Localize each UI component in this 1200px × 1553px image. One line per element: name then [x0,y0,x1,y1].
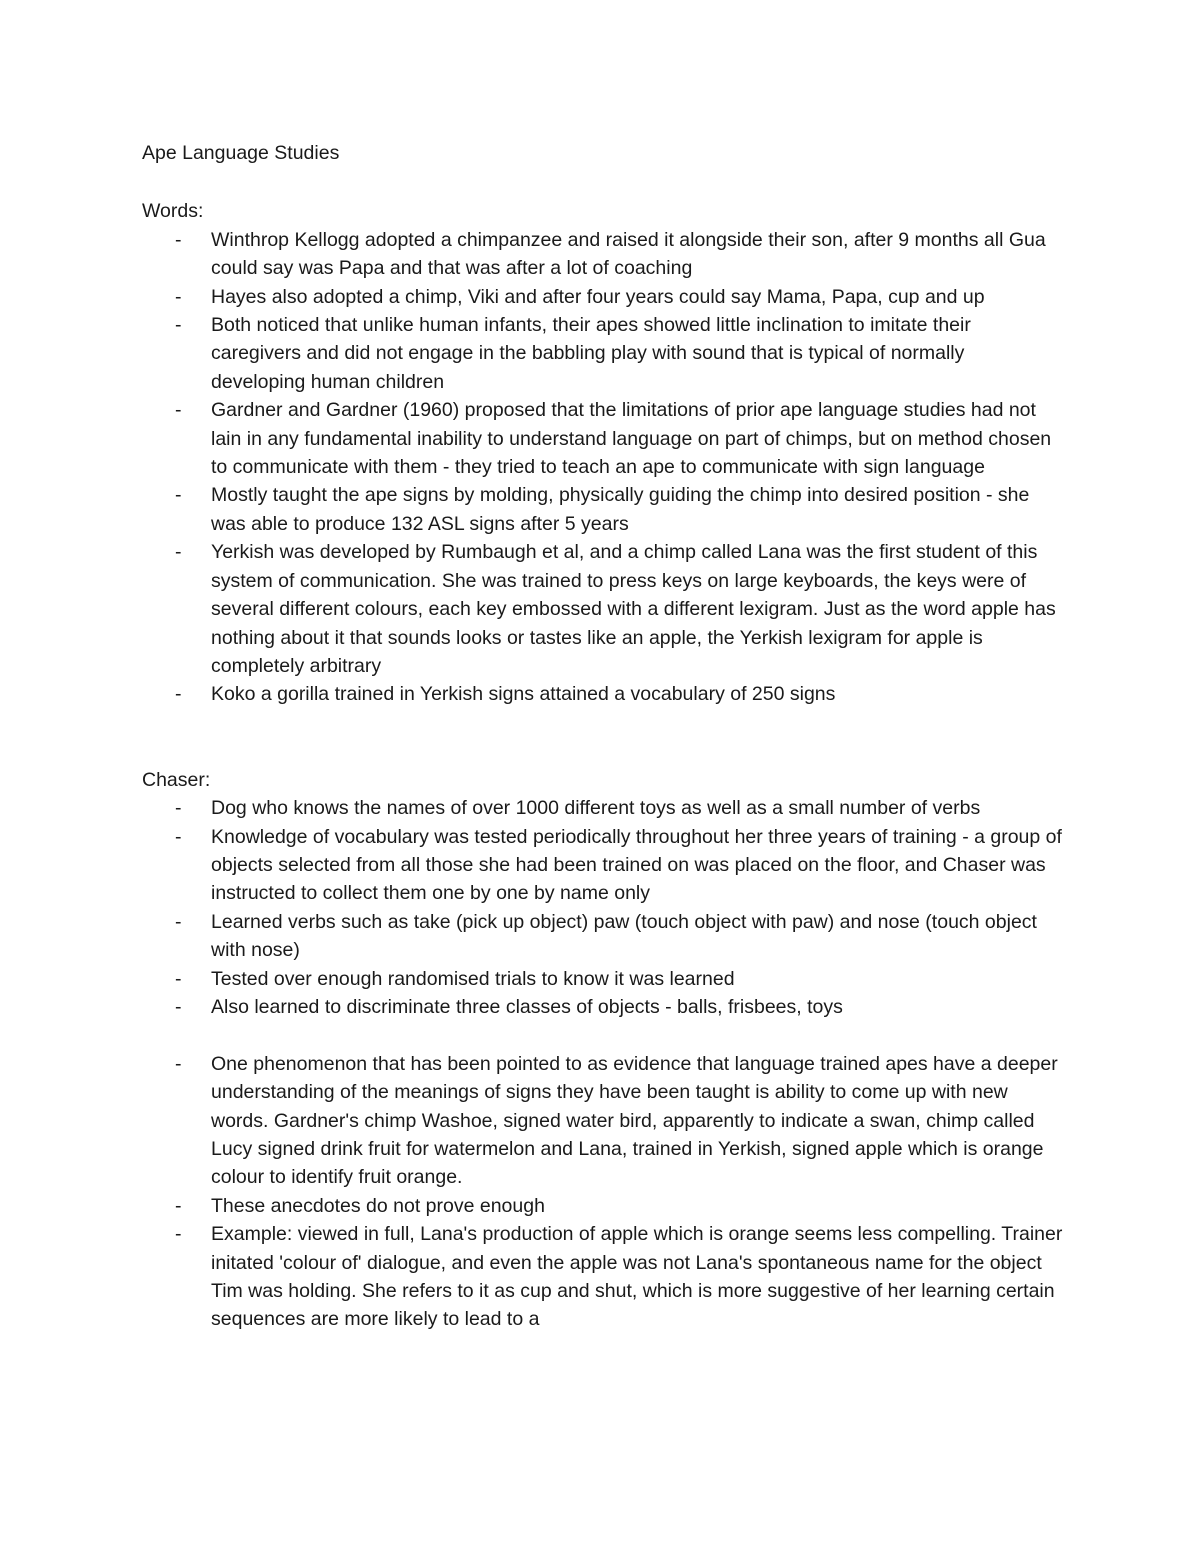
list-item [142,1050,1063,1192]
section-heading-chaser: Chaser: [142,768,211,791]
document-title: Ape Language Studies [142,142,340,164]
list-item-text: Tested over enough randomised trials to know it was learned [211,967,735,990]
bullet-dash: - [175,484,182,507]
spacer [142,709,1102,766]
document-page [142,139,1102,1334]
list-item-text: These anecdotes do not prove enough [211,1194,545,1217]
list-item-text: Gardner and Gardner (1960) proposed that the limitations of prior ape language studies had not lain in any fundamental inability to understand language on part of chimps, but on method chosen to communicate with them - they tried to teach an ape to communicate with sign language [211,399,1052,479]
section-heading-words: Words: [142,200,204,223]
bullet-dash: - [175,1223,182,1246]
list-item-text: Learned verbs such as take (pick up object) paw (touch object with paw) and nose (touch object with nose) [211,910,1037,962]
list-item-text: One phenomenon that has been pointed to as evidence that language trained apes have a deeper understanding of the meanings of signs they have been taught is ability to come up with new words. Gardner's chimp Washoe, signed water bird, apparently to indicate a swan, chimp called Lucy signed drink fruit for watermelon and Lana, trained in Yerkish, signed apple which is orange colour to identify fruit orange. [211,1052,1058,1189]
list-item [142,283,1063,311]
bullet-dash: - [175,1194,182,1217]
list-item [142,1220,1063,1334]
bullet-dash: - [175,825,182,848]
list-item [142,396,1063,481]
bullet-dash: - [175,541,182,564]
list-item-text: Koko a gorilla trained in Yerkish signs attained a vocabulary of 250 signs [211,683,836,706]
bullet-list-words [142,226,1102,709]
bullet-dash: - [175,683,182,706]
list-item-text: Winthrop Kellogg adopted a chimpanzee and raised it alongside their son, after 9 months all Gua could say was Papa and that was after a lot of coaching [211,228,1046,280]
bullet-dash: - [175,1052,182,1075]
bullet-dash: - [175,995,182,1018]
list-item-text: Both noticed that unlike human infants, their apes showed little inclination to imitate their caregivers and did not engage in the babbling play with sound that is typical of normally developing human children [211,314,971,393]
list-item [142,794,1063,822]
list-item-text: Mostly taught the ape signs by molding, physically guiding the chimp into desired position - she was able to produce 132 ASL signs after 5 years [211,484,1030,535]
list-item [142,680,1063,708]
spacer [142,167,1102,197]
list-item-text: Example: viewed in full, Lana's production of apple which is orange seems less compelling. Trainer initated 'colour of' dialogue, and even the apple was not Lana's spontaneous name for the object Tim was holding. She refers to it as cup and shut, which is more suggestive of her learning certain sequences are more likely to lead to a [211,1223,1063,1331]
bullet-dash: - [175,910,182,933]
list-item-text: Knowledge of vocabulary was tested periodically throughout her three years of training - a group of objects selected from all those she had been trained on was placed on the floor, and Chaser was instructed to collect them one by one by name only [211,825,1062,905]
bullet-dash: - [175,399,182,422]
list-item-text: Dog who knows the names of over 1000 different toys as well as a small number of verbs [211,797,981,820]
list-item [142,538,1063,680]
list-item-text: Also learned to discriminate three classes of objects - balls, frisbees, toys [211,995,843,1018]
list-item-text: Yerkish was developed by Rumbaugh et al, and a chimp called Lana was the first student of this system of communication. She was trained to press keys on large keyboards, the keys were of several different colours, each key embossed with a different lexigram. Just as the word apple has nothing about it that sounds looks or tastes like an apple, the Yerkish lexigram for apple is completely arbitrary [211,541,1056,677]
list-item [142,311,1063,396]
section-chaser [142,766,1102,1334]
bullet-list-chaser [142,794,1102,1334]
bullet-dash: - [175,228,182,251]
list-item-text: Hayes also adopted a chimp, Viki and after four years could say Mama, Papa, cup and up [211,285,985,308]
list-item [142,481,1063,538]
bullet-dash: - [175,285,182,308]
list-item [142,908,1063,965]
bullet-dash: - [175,314,182,337]
list-item [142,823,1063,908]
section-words [142,197,1102,708]
list-item [142,1192,1063,1220]
list-item [142,993,1063,1021]
bullet-dash: - [175,967,182,990]
list-item [142,226,1063,283]
list-item [142,965,1063,993]
bullet-dash: - [175,797,182,820]
